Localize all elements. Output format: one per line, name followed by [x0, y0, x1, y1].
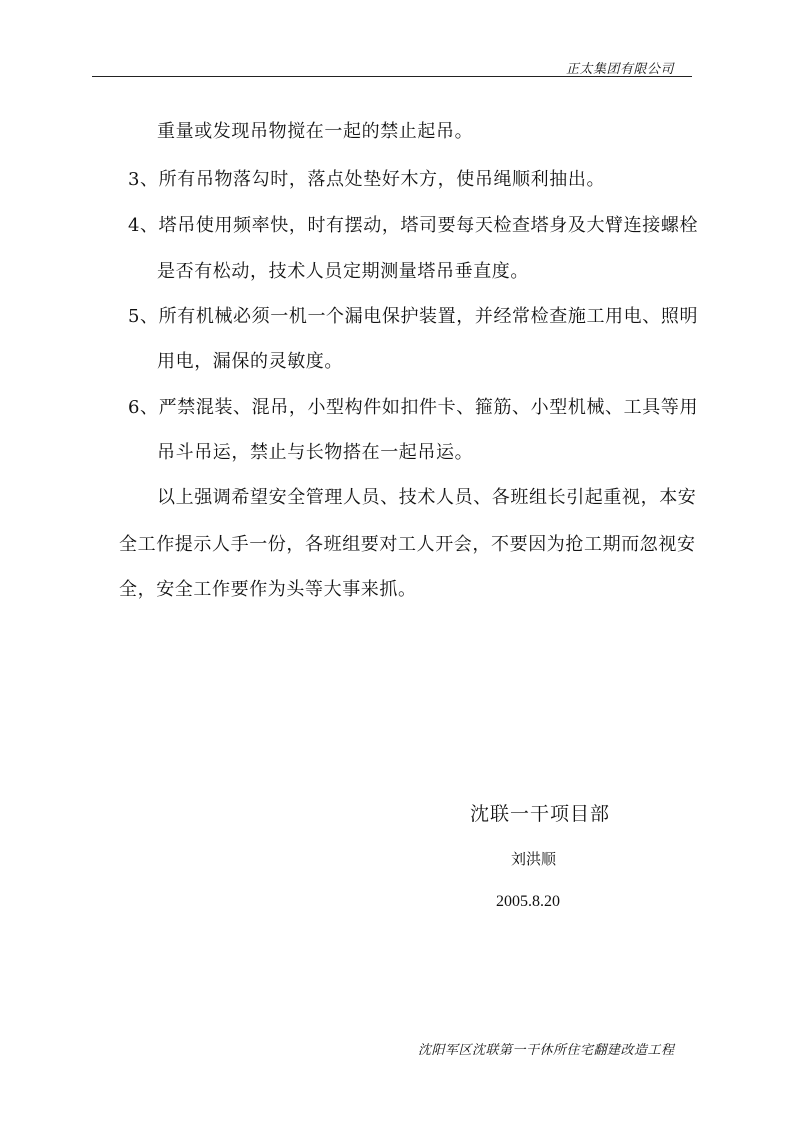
signature-name: 刘洪顺: [511, 850, 557, 868]
signature-date: 2005.8.20: [496, 893, 560, 910]
signature-department: 沈联一干项目部: [470, 803, 611, 825]
body-line: 用电，漏保的灵敏度。: [157, 351, 343, 372]
header-company-name: 正太集团有限公司: [565, 62, 674, 77]
body-line: 是否有松动，技术人员定期测量塔吊垂直度。: [157, 261, 529, 282]
body-line: 以上强调希望安全管理人员、技术人员、各班组长引起重视，本安: [157, 487, 697, 508]
body-line: 6、严禁混装、混吊，小型构件如扣件卡、箍筋、小型机械、工具等用: [128, 397, 699, 418]
body-line: 吊斗吊运，禁止与长物搭在一起吊运。: [157, 442, 474, 463]
body-line: 5、所有机械必须一机一个漏电保护装置，并经常检查施工用电、照明: [128, 306, 699, 327]
page-header: [92, 56, 692, 77]
body-line: 全，安全工作要作为头等大事来抓。: [119, 579, 417, 600]
body-line: 全工作提示人手一份，各班组要对工人开会，不要因为抢工期而忽视安: [119, 534, 696, 555]
body-line: 重量或发现吊物搅在一起的禁止起吊。: [157, 121, 474, 142]
body-line: 3、所有吊物落勾时，落点处垫好木方，使吊绳顺利抽出。: [128, 169, 606, 190]
footer-project-name: 沈阳军区沈联第一干休所住宅翻建改造工程: [418, 1043, 675, 1058]
body-line: 4、塔吊使用频率快，时有摆动，塔司要每天检查塔身及大臂连接螺栓: [128, 215, 699, 236]
